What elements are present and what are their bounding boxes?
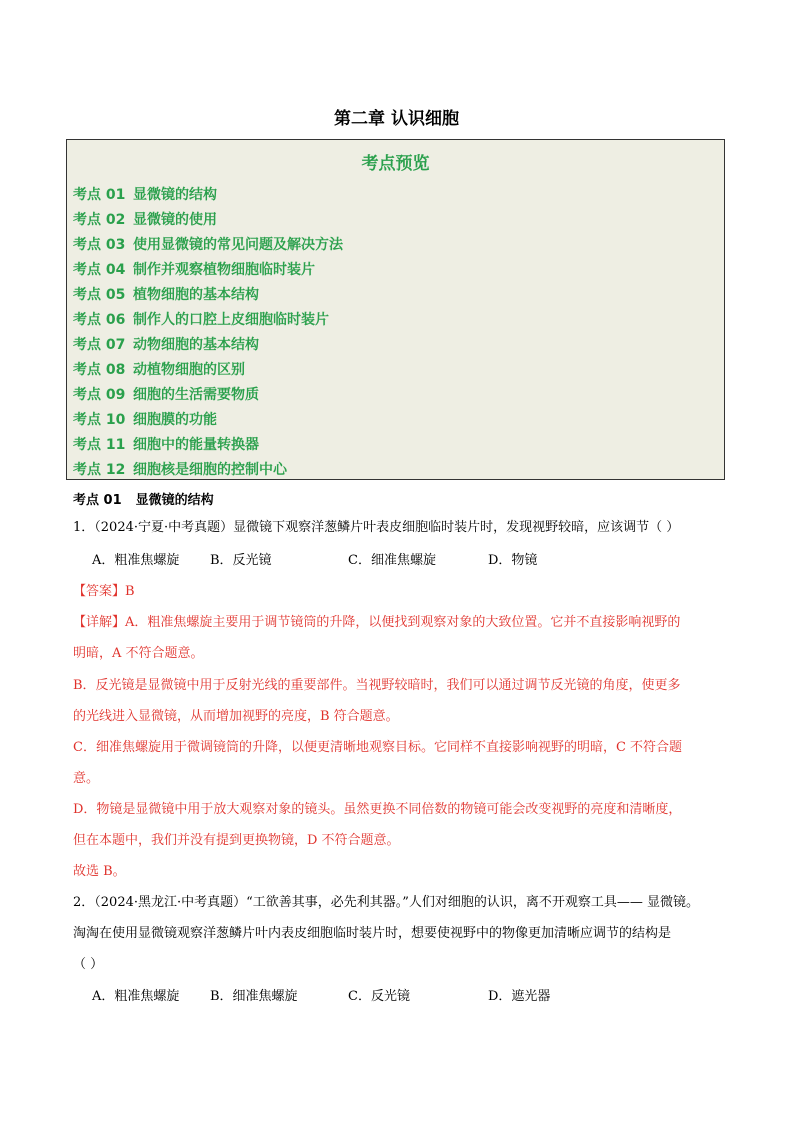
chapter-title: 第二章 认识细胞 (334, 109, 459, 129)
preview-item: 考点 03 使用显微镜的常见问题及解决方法 (73, 237, 343, 253)
detail-line: 故选 B。 (73, 864, 126, 879)
detail-line: 意。 (73, 771, 100, 786)
answer-line: 【答案】B (73, 584, 135, 599)
question-1-options (92, 551, 692, 571)
detail-line: C．细准焦螺旋用于微调镜筒的升降，以便更清晰地观察目标。它同样不直接影响视野的明暗，C 不符合题 (73, 740, 683, 755)
preview-item: 考点 02 显微镜的使用 (73, 212, 217, 228)
exam-points-preview-box (66, 139, 725, 480)
option-b: B．反光镜 (210, 553, 272, 568)
option-d: D．遮光器 (488, 989, 551, 1004)
preview-item: 考点 11 细胞中的能量转换器 (73, 437, 259, 453)
option-a: A．粗准焦螺旋 (92, 989, 180, 1004)
preview-item: 考点 04 制作并观察植物细胞临时装片 (73, 262, 315, 278)
preview-item: 考点 01 显微镜的结构 (73, 187, 217, 203)
option-a: A．粗准焦螺旋 (92, 553, 180, 568)
detail-line: B．反光镜是显微镜中用于反射光线的重要部件。当视野较暗时，我们可以通过调节反光镜的角度，使更多 (73, 678, 681, 693)
question-2-options (92, 987, 692, 1007)
question-2-stem: （ ） (73, 957, 104, 972)
detail-line: D．物镜是显微镜中用于放大观察对象的镜头。虽然更换不同倍数的物镜可能会改变视野的亮度和清晰度， (73, 802, 682, 817)
detail-line: 的光线进入显微镜，从而增加视野的亮度，B 符合题意。 (73, 709, 399, 724)
preview-item: 考点 06 制作人的口腔上皮细胞临时装片 (73, 312, 329, 328)
question-1-stem: 1．（2024·宁夏·中考真题）显微镜下观察洋葱鳞片叶表皮细胞临时装片时，发现视野较暗，应该调节（ ） (73, 520, 680, 535)
detail-line: 但在本题中，我们并没有提到更换物镜，D 不符合题意。 (73, 833, 400, 848)
option-d: D．物镜 (488, 553, 538, 568)
option-b: B．细准焦螺旋 (210, 989, 298, 1004)
preview-item: 考点 05 植物细胞的基本结构 (73, 287, 259, 303)
option-c: C．细准焦螺旋 (348, 553, 436, 568)
preview-title: 考点预览 (361, 154, 430, 174)
section-heading: 考点 01 显微镜的结构 (73, 493, 214, 508)
preview-list (73, 183, 343, 483)
question-2-stem: 淘淘在使用显微镜观察洋葱鳞片叶内表皮细胞临时装片时，想要使视野中的物像更加清晰应调节的结构是 (73, 926, 672, 941)
question-2-stem: 2．（2024·黑龙江·中考真题）“工欲善其事，必先利其器。”人们对细胞的认识，离不开观察工具—— 显微镜。 (73, 895, 700, 910)
option-c: C．反光镜 (348, 989, 410, 1004)
preview-item: 考点 08 动植物细胞的区别 (73, 362, 245, 378)
preview-item: 考点 10 细胞膜的功能 (73, 412, 217, 428)
detail-line: 【详解】A．粗准焦螺旋主要用于调节镜筒的升降，以便找到观察对象的大致位置。它并不直接影响视野的 (73, 615, 681, 630)
detail-line: 明暗，A 不符合题意。 (73, 646, 204, 661)
preview-item: 考点 12 细胞核是细胞的控制中心 (73, 462, 287, 478)
preview-item: 考点 07 动物细胞的基本结构 (73, 337, 259, 353)
preview-item: 考点 09 细胞的生活需要物质 (73, 387, 259, 403)
